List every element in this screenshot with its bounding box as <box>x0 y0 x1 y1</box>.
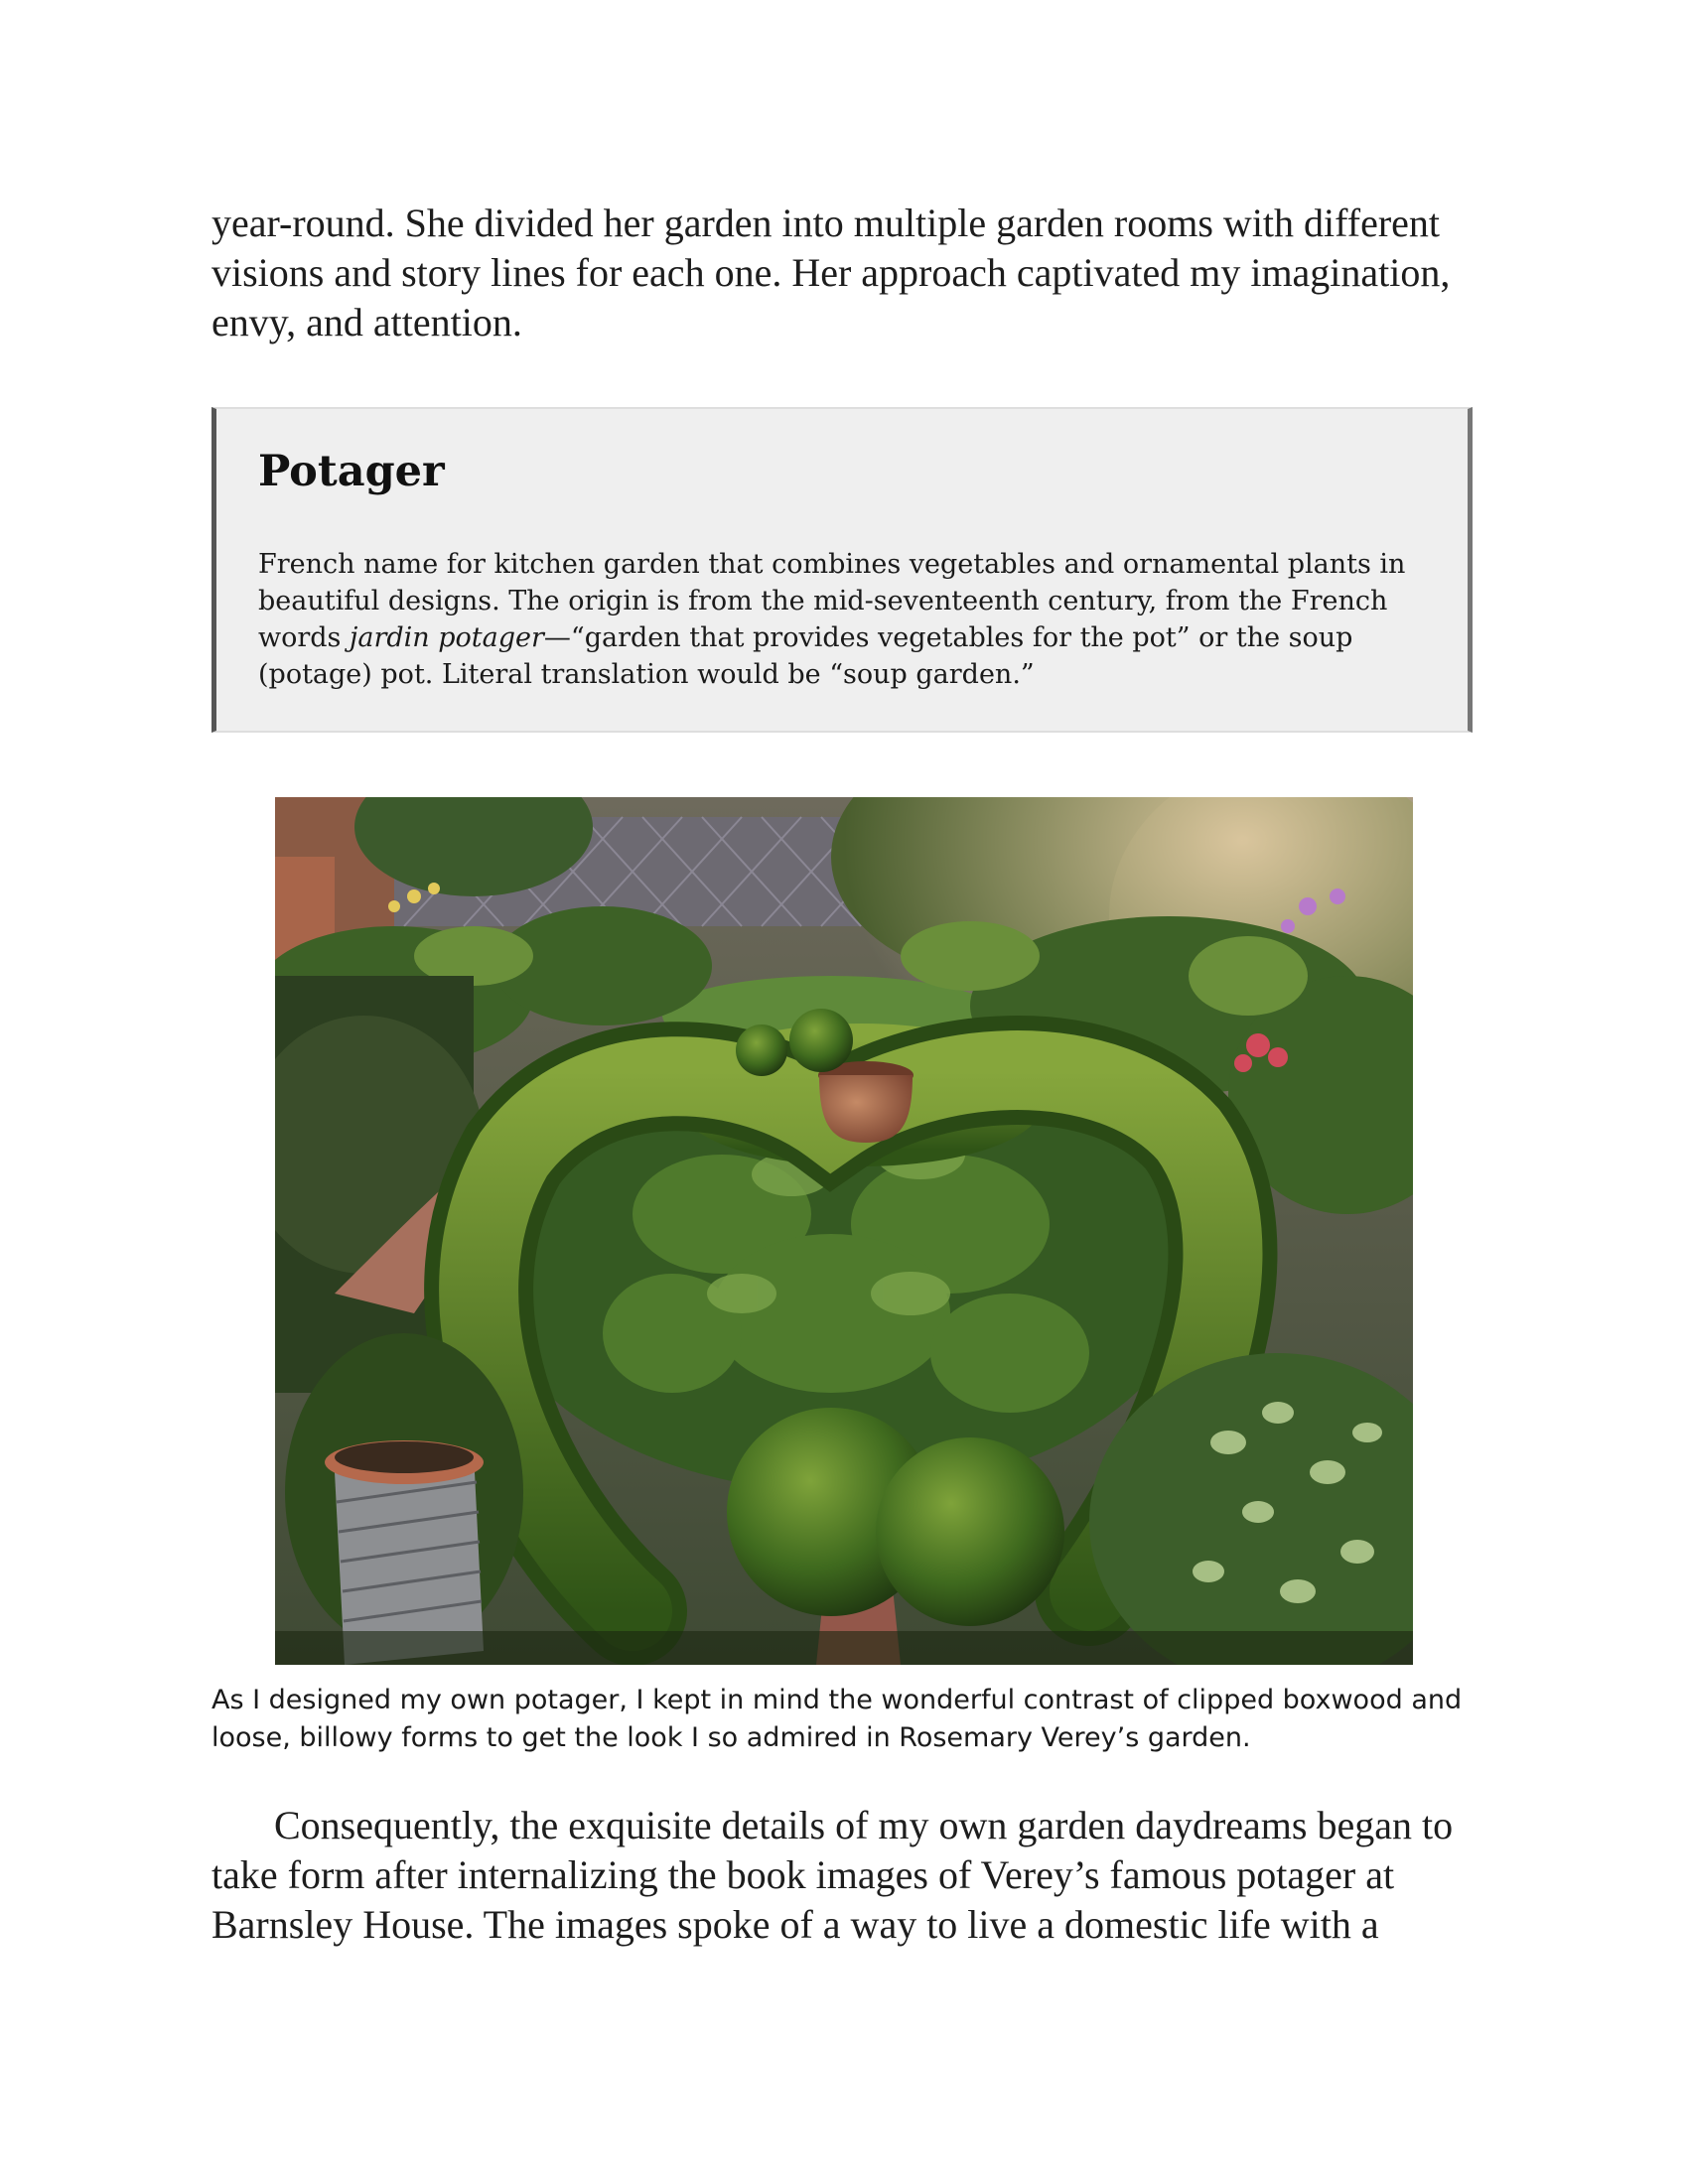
garden-photo-illustration <box>275 797 1413 1665</box>
sidebar-title: Potager <box>258 447 445 496</box>
definition-italic-term: jardin potager <box>350 622 544 653</box>
garden-photo <box>275 797 1413 1665</box>
photo-caption: As I designed my own potager, I kept in mind the wonderful contrast of clipped boxwood and loose, billowy forms to get the look I so admired in Rosemary Verey’s garden. <box>211 1685 1463 1753</box>
definition-text-end: —“garden that provides vegetables for the pot” or the soup (potage) pot. Literal translation would be “soup garden.” <box>258 622 1353 690</box>
definition-text-start: French name for kitchen garden that combines vegetables and ornamental plants in beautiful designs. The origin is from the mid-seventeenth century, from the French words <box>258 549 1406 653</box>
sidebar-definition <box>258 546 1440 693</box>
continuation-paragraph: Consequently, the exquisite details of my own garden daydreams began to take form after internalizing the book images of Verey’s famous potager at Barnsley House. The images spoke of a way to live a domestic life with a <box>211 1803 1454 1947</box>
definition-sidebar <box>211 407 1473 733</box>
intro-paragraph: year-round. She divided her garden into multiple garden rooms with different visions and story lines for each one. Her approach captivated my imagination, envy, and attention. <box>211 201 1451 344</box>
